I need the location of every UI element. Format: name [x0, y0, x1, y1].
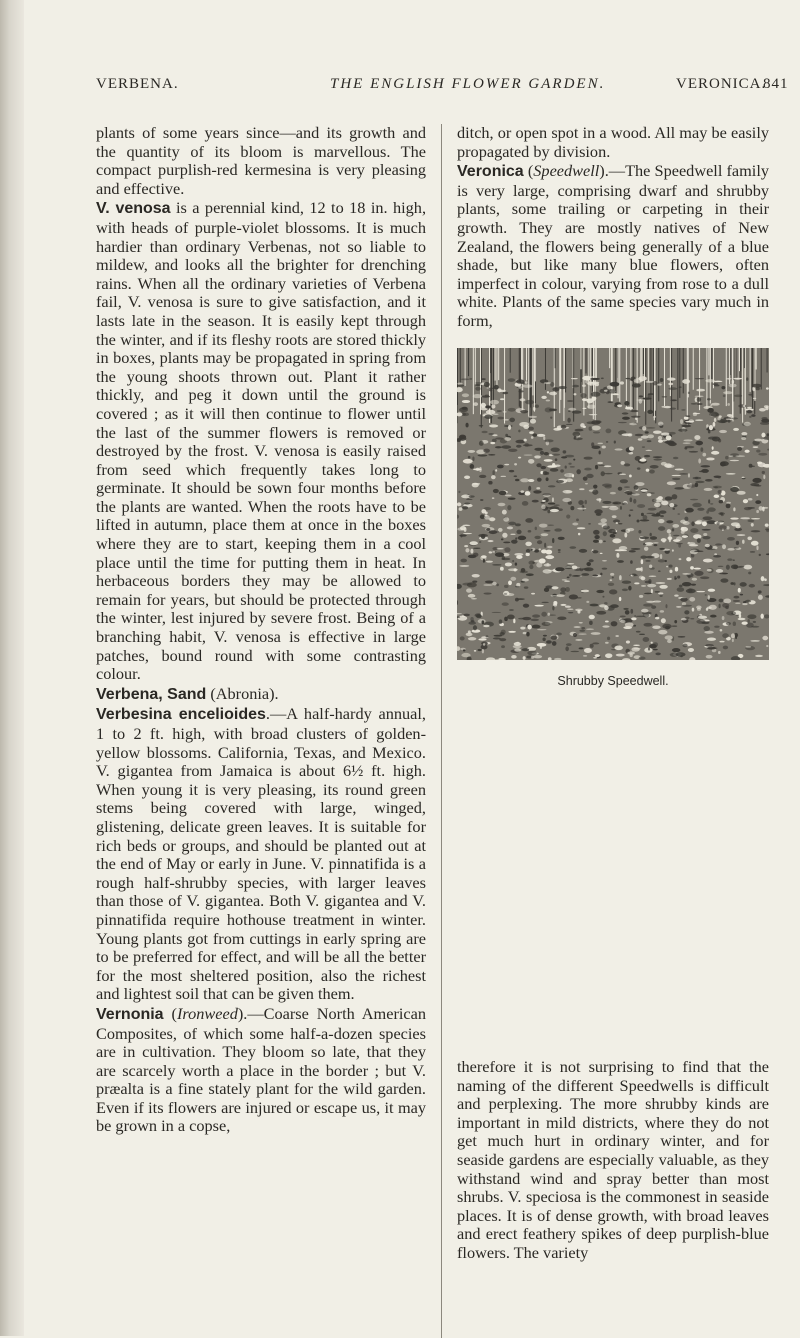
- speedwell-engraving: [457, 348, 769, 660]
- running-head: [0, 76, 800, 100]
- page-gutter-shadow: [0, 0, 24, 1336]
- entry-text: ).—Coarse North American Composites, of which some half-a-dozen species are in cultivation. They bloom so late, that they are scarcely worth a place in the border ; but V. præalta is a fine stately plant for the wild garden. Even if its flowers are injured or escape us, it may be grown in a copse,: [96, 1003, 426, 1136]
- entry-common-name: Speedwell: [533, 161, 600, 181]
- entry-punct: (: [163, 1003, 177, 1023]
- paragraph-text: therefore it is not surprising to find that the naming of the different Speedwells is difficult and perplexing. The more shrubby kinds are important in mild districts, where they do not get much hurt in ordinary winter, and for seaside gardens are especially valuable, as they withstand wind and spray better than most shrubs. V. speciosa is the commonest in seaside places. It is of dense growth, with broad leaves and erect feathery spikes of deep purplish-blue flowers. The variety: [457, 1057, 769, 1262]
- entry-verbesina: [96, 705, 426, 1004]
- entry-veronica: [457, 162, 769, 330]
- entry-name: Verbena, Sand: [96, 685, 207, 703]
- entry-vernonia: [96, 1005, 426, 1136]
- paragraph: [96, 124, 426, 198]
- header-left: VERBENA.: [96, 76, 179, 92]
- column-rule: [441, 124, 442, 1338]
- paragraph-text: ditch, or open spot in a wood. All may be easily propagated by division.: [457, 123, 769, 161]
- entry-text: is a perennial kind, 12 to 18 in. high, with heads of purple-violet blossoms. It is much hardier than ordinary Verbenas, not so liable to mildew, and looks all the brighter for drenching rains. When all the ordinary varieties of Verbena fail, V. venosa is sure to give satisfaction, and it lasts late in the season. It is easily kept through the winter, and if its fleshy roots are stored thickly in boxes, plants may be propagated in spring from the young shoots thrown out. Plant it rather thickly, and peg it down until the ground is covered ; as it will then continue to flower until the last of the summer flowers is removed or destroyed by the frost. V. venosa is easily raised from seed which frequently takes long to germinate. It should be sown four months before the plants are wanted. When the roots have to be lifted in autumn, place them at once in the boxes where they are to start, keeping them in a cool place until the time for putting them in heat. In herbaceous borders they may be allowed to remain for years, but should be protected through the winter, lest injured by severe frost. Being of a branching habit, V. venosa is effective in large patches, bound round with some contrasting colour.: [96, 198, 427, 684]
- figure-shrubby-speedwell: [457, 348, 769, 660]
- paragraph: [457, 124, 769, 161]
- right-column-bottom: [457, 1058, 769, 1263]
- entry-text: .—A half-hardy annual, 1 to 2 ft. high, with broad clusters of golden-yellow blossoms. California, Texas, and Mexico. V. gigantea from Jamaica is about 6½ ft. high. When young it is very pleasing, its round green stems being covered with large, winged, glistening, delicate green leaves. It is suitable for rich beds or groups, and should be planted out at the end of May or early in June. V. pinnatifida is a rough half-shrubby species, with larger leaves than those of V. gigantea. Both V. gigantea and V. pinnatifida require hothouse treatment in winter. Young plants got from cuttings in early spring are to be preferred for effect, and will be all the better for the most sheltered position, also the richest and lightest soil that can be given them.: [96, 704, 426, 1004]
- header-right: VERONICA.: [676, 76, 767, 92]
- page-number: 841: [763, 76, 789, 92]
- entry-text: ).—The Speedwell family is very large, comprising dwarf and shrubby plants, some trailing or carpeting in their growth. They are mostly natives of New Zealand, the flowers being generally of a blue shade, but like many blue flowers, often imperfect in colour, varying from rose to a dull white. Plants of the same species vary much in form,: [457, 161, 769, 330]
- entry-punct: (: [523, 161, 534, 181]
- figure-caption: Shrubby Speedwell.: [557, 674, 669, 688]
- entry-text: (Abronia).: [206, 683, 279, 703]
- paragraph-text: plants of some years since—and its growth and the quantity of its bloom is marvellous. The compact purplish-red kermesina is very pleasing and effective.: [96, 123, 426, 198]
- left-column: [96, 124, 426, 1136]
- entry-name: Verbesina encelioides: [96, 706, 266, 724]
- entry-name: Veronica: [457, 163, 524, 181]
- entry-venosa: [96, 199, 426, 683]
- right-column-top: [457, 124, 769, 331]
- entry-sand-verbena: [96, 685, 426, 705]
- entry-common-name: Ironweed: [176, 1003, 238, 1023]
- paragraph: [457, 1058, 769, 1263]
- header-title: THE ENGLISH FLOWER GARDEN.: [330, 76, 606, 92]
- entry-name: Vernonia: [96, 1005, 164, 1023]
- entry-name: V. venosa: [96, 200, 171, 218]
